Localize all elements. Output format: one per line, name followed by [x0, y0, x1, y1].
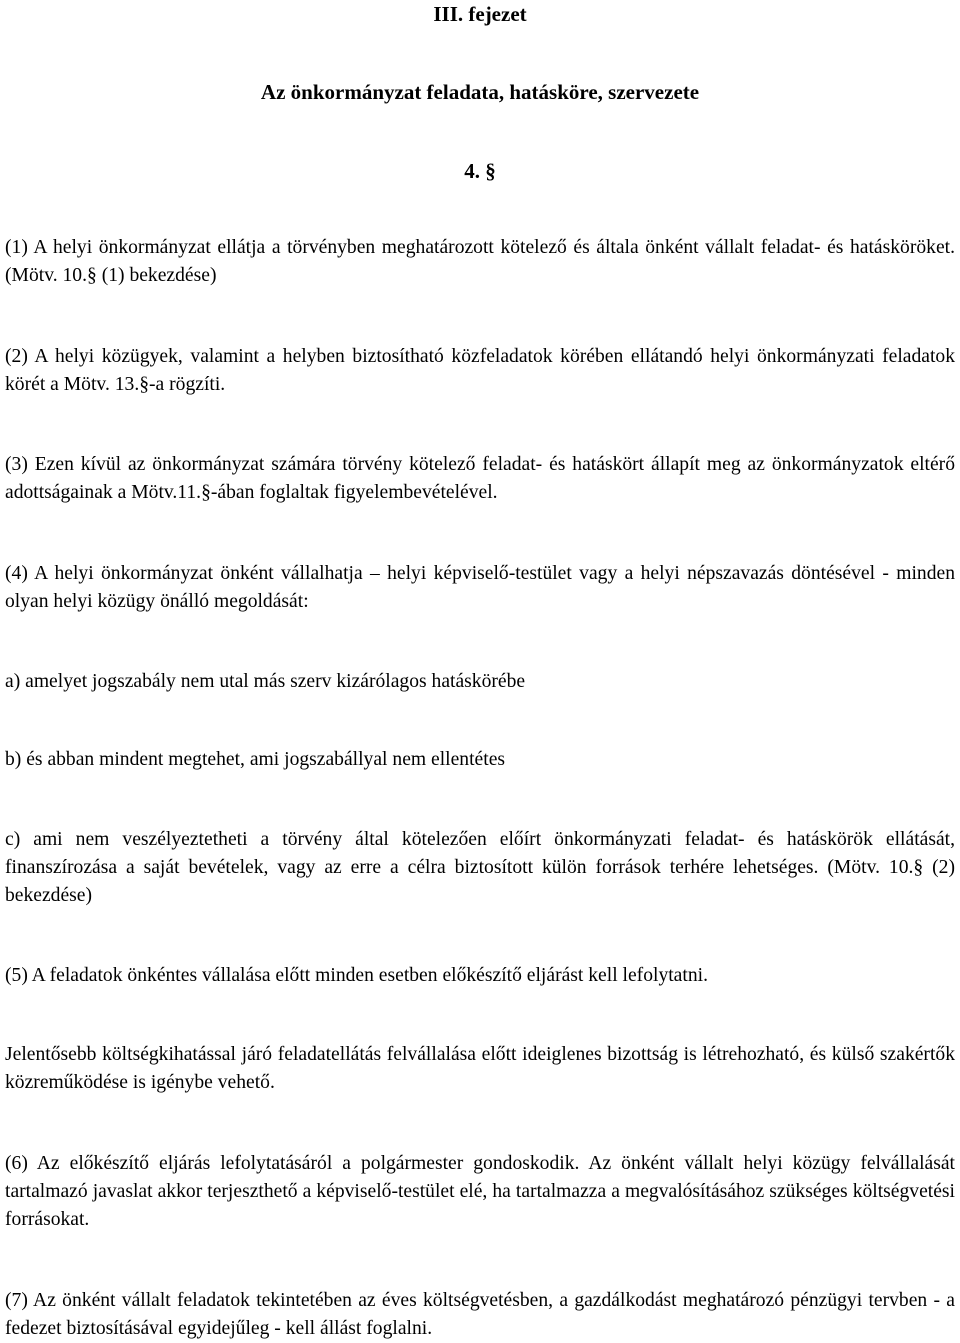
paragraph-4-item-c: c) ami nem veszélyeztetheti a törvény által kötelezően előírt önkormányzati feladat- és hatáskörök ellátását, finanszírozása a saját bevételek, vagy az erre a célra biztosított külön források terhére lehetséges. (Mötv. 10.§ (2) bekezdése) — [5, 829, 955, 906]
chapter-heading: III. fejezet — [433, 2, 527, 26]
paragraph-7: (7) Az önként vállalt feladatok tekintetében az éves költségvetésben, a gazdálkodást meghatározó pénzügyi tervben - a fedezet biztosításával egyidejűleg - kell állást foglalni. — [5, 1290, 955, 1339]
paragraph-5: (5) A feladatok önkéntes vállalása előtt minden esetben előkészítő eljárást kell lefolytatni. — [5, 965, 708, 986]
section-heading: 4. § — [464, 159, 496, 183]
paragraph-5-continued: Jelentősebb költségkihatással járó feladatellátás felvállalása előtt ideiglenes bizottság is létrehozható, és külső szakértők közreműködése is igénybe vehető. — [5, 1044, 955, 1093]
paragraph-4-item-a: a) amelyet jogszabály nem utal más szerv kizárólagos hatáskörébe — [5, 671, 526, 692]
chapter-title: Az önkormányzat feladata, hatásköre, szervezete — [260, 80, 700, 104]
paragraph-2: (2) A helyi közügyek, valamint a helyben biztosítható közfeladatok körében ellátandó helyi önkormányzati feladatok körét a Mötv. 13.§-a rögzíti. — [5, 346, 955, 395]
paragraph-6: (6) Az előkészítő eljárás lefolytatásáról a polgármester gondoskodik. Az önként vállalt helyi közügy felvállalását tartalmazó javaslat akkor terjeszthető a képviselő-testület elé, ha tartalmazza a megvalósításához szükséges költségvetési forrásokat. — [5, 1153, 955, 1230]
paragraph-3: (3) Ezen kívül az önkormányzat számára törvény kötelező feladat- és hatáskört állapít meg az önkormányzatok eltérő adottságainak a Mötv.11.§-ában foglaltak figyelembevételével. — [5, 454, 955, 503]
paragraph-4-item-b: b) és abban mindent megtehet, ami jogszabállyal nem ellentétes — [5, 749, 506, 770]
paragraph-4: (4) A helyi önkormányzat önként vállalhatja – helyi képviselő-testület vagy a helyi népszavazás döntésével - minden olyan helyi közügy önálló megoldását: — [5, 563, 955, 612]
paragraph-1: (1) A helyi önkormányzat ellátja a törvényben meghatározott kötelező és általa önként vállalt feladat- és hatásköröket. (Mötv. 10.§ (1) bekezdése) — [5, 237, 955, 286]
